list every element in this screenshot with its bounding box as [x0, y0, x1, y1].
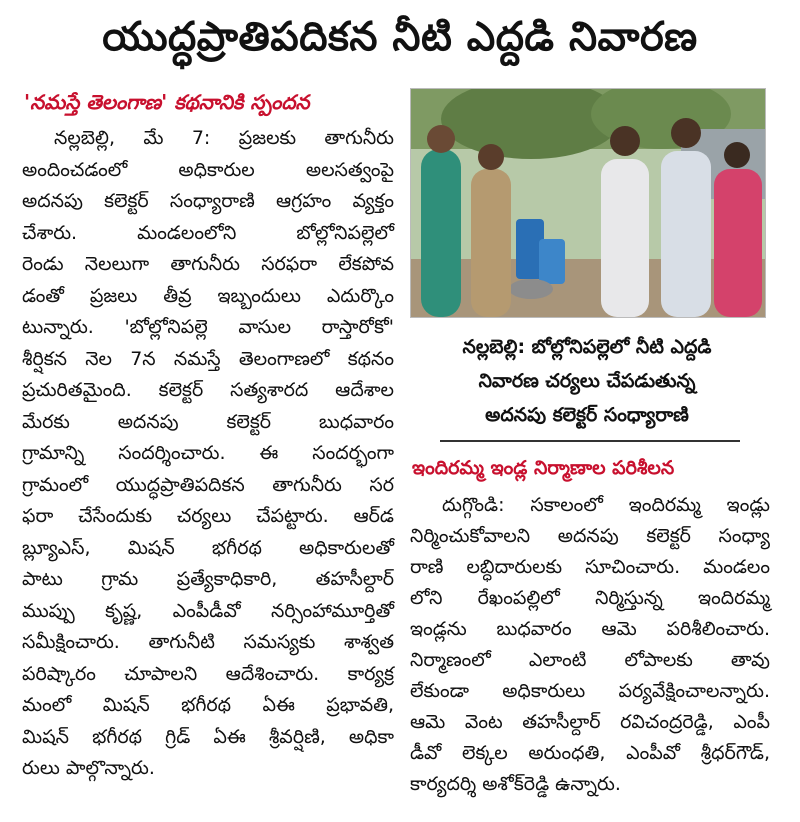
text-line: శీర్షికన నెల 7న నమస్తే తెలంగాణలో కథనం: [22, 347, 394, 370]
text-line: అందించడంలో అధికారుల అలసత్వంపై: [22, 158, 394, 181]
photo-caption: [410, 330, 764, 432]
caption-divider: [440, 440, 740, 442]
text-line: బ్ల్యూఎస్, మిషన్ భగీరథ అధికారులతో: [22, 536, 394, 559]
text-line: మంలో మిషన్ భగీరథ ఏఈ ప్రభావతి,: [22, 694, 394, 716]
text-line: రాణి లబ్ధిదారులకు సూచించారు. మండలం: [410, 556, 770, 578]
text-line: పరిష్కారం చూపాలని ఆదేశించారు. కార్యక్ర: [22, 662, 394, 685]
text-line: ముప్పు కృష్ణ, ఎంపీడీవో నర్సింహామూర్తితో: [22, 599, 394, 622]
caption-line: అదనపు కలెక్టర్ సంధ్యారాణి: [485, 404, 689, 426]
text-line: లేకుండా అధికారులు పర్యవేక్షించాలన్నారు.: [410, 680, 770, 702]
text-line: మిషన్ భగీరథ గ్రిడ్ ఏఈ శ్రీవర్షిణి, అధికా: [22, 725, 394, 748]
right-article: [410, 457, 770, 800]
text-line: రులు పాల్గొన్నారు.: [22, 757, 155, 779]
caption-line: నల్లబెల్లి: బోల్లోనిపల్లెలో నీటి ఎద్దడి: [462, 336, 712, 358]
news-photo: [410, 88, 766, 318]
right-article-body: [410, 490, 770, 800]
text-line: కార్యదర్శి అశోక్‌రెడ్డి ఉన్నారు.: [410, 773, 621, 795]
text-line: పాటు గ్రామ ప్రత్యేకాధికారి, తహసీల్దార్: [22, 568, 394, 590]
text-line: ప్రచురితమైంది. కలెక్టర్ సత్యశారద ఆదేశాల: [22, 379, 394, 401]
caption-line: నివారణ చర్యలు చేపడుతున్న: [478, 370, 696, 392]
photo-illustration: [411, 89, 765, 317]
text-line: చేశారు. మండలంలోని బోల్లోనిపల్లెలో: [22, 221, 394, 244]
left-article-kicker: 'నమస్తే తెలంగాణ' కథనానికి స్పందన: [24, 90, 310, 114]
text-line: మేరకు అదనపు కలెక్టర్ బుధవారం: [22, 410, 394, 433]
text-line: గ్రామాన్ని సందర్శించారు. ఈ సందర్భంగా: [22, 442, 394, 464]
text-line: నల్లబెల్లి, మే 7: ప్రజలకు తాగునీరు: [54, 127, 394, 149]
text-line: టున్నారు. 'బోల్లోనిపల్లె వాసుల రాస్తారోకో': [22, 316, 394, 338]
headline: యుద్ధప్రాతిపదికన నీటి ఎద్దడి నివారణ: [102, 14, 698, 60]
text-line: నిర్మించుకోవాలని అదనపు కలెక్టర్ సంధ్యా: [410, 525, 770, 547]
text-line: దుగ్గొండి: సకాలంలో ఇందిరమ్మ ఇండ్లు: [442, 494, 770, 516]
text-line: డీవో లెక్కల అరుంధతి, ఎంపీవో శ్రీధర్‌గౌడ్,: [410, 742, 770, 764]
text-line: రెండు నెలలుగా తాగునీరు సరఫరా లేకపోవ: [22, 253, 394, 275]
text-line: డంతో ప్రజలు తీవ్ర ఇబ్బందులు ఎదుర్కొం: [22, 284, 394, 307]
left-article: [22, 90, 394, 785]
text-line: లోని రేఖంపల్లిలో నిర్మిస్తున్న ఇందిరమ్మ: [410, 587, 770, 609]
text-line: ఆమె వెంట తహసీల్దార్ రవిచంద్రరెడ్డి, ఎంపీ: [410, 711, 770, 733]
text-line: నిర్మాణంలో ఎలాంటి లోపాలకు తావు: [410, 649, 770, 671]
text-line: ఇండ్లను బుధవారం ఆమె పరిశీలించారు.: [410, 618, 770, 640]
left-article-body: [22, 123, 394, 785]
text-line: సమీక్షించారు. తాగునీటి సమస్యకు శాశ్వత: [22, 631, 394, 653]
text-line: ఫరా చేసేందుకు చర్యలు చేపట్టారు. ఆర్‌డ: [22, 505, 394, 527]
text-line: అదనపు కలెక్టర్ సంధ్యారాణి ఆగ్రహం వ్యక్తం: [22, 190, 394, 212]
text-line: గ్రామంలో యుద్ధప్రాతిపదికన తాగునీరు సర: [22, 473, 394, 496]
right-article-kicker: ఇందిరమ్మ ఇండ్ల నిర్మాణాల పరిశీలన: [412, 457, 675, 479]
